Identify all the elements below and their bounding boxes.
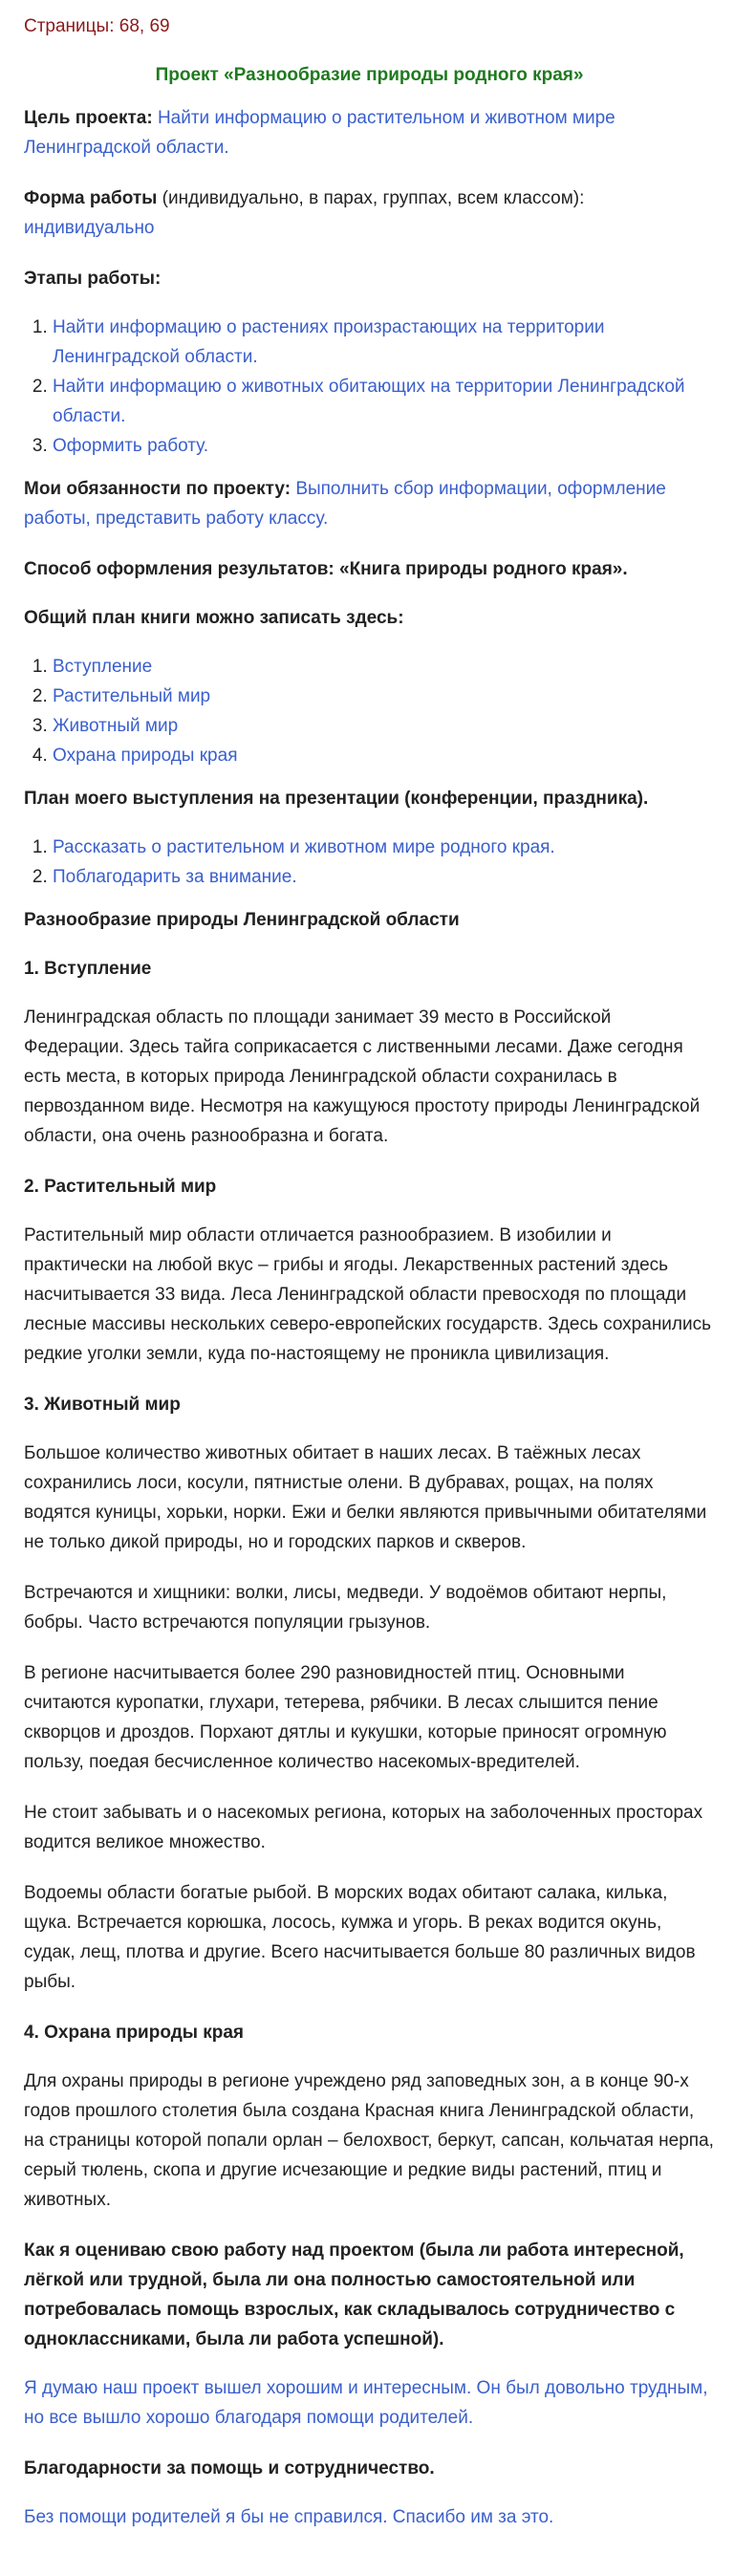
work-form-block xyxy=(24,184,715,243)
book-plan-1: Вступление xyxy=(53,657,153,677)
stage-3-text: Оформить работу. xyxy=(53,436,209,456)
duties-label: Мои обязанности по проекту: xyxy=(24,479,291,499)
thanks-question: Благодарности за помощь и сотрудничество. xyxy=(24,2458,435,2479)
goal-block xyxy=(24,103,715,162)
section-1-title: 1. Вступление xyxy=(24,959,152,979)
work-form-answer: индивидуально xyxy=(24,218,155,238)
section-3-paragraph-1: Большое количество животных обитает в наших лесах. В таёжных лесах сохранились лоси, косули, пятнистые олени. В дубравах, рощах, на полях водятся куницы, хорьки, норки. Ежи и белки являются привычными обитателями не только дикой природы, но и городских парков и скверов. xyxy=(24,1443,707,1552)
stage-2-text: Найти информацию о животных обитающих на территории Ленинградской области. xyxy=(53,377,685,426)
duties-block xyxy=(24,474,715,533)
section-3-paragraph-4: Не стоит забывать и о насекомых региона, которых на заболоченных просторах водится великое множество. xyxy=(24,1803,703,1852)
self-eval-question: Как я оцениваю свою работу над проектом (была ли работа интересной, лёгкой или трудной, была ли она полностью самостоятельной или потребовалась помощь взрослых, как складывалось сотрудничество с одноклассниками, была ли работа успешной). xyxy=(24,2240,684,2349)
list-item xyxy=(53,833,715,862)
thanks-answer: Без помощи родителей я бы не справился. Спасибо им за это. xyxy=(24,2507,554,2527)
self-eval-answer: Я думаю наш проект вышел хорошим и интересным. Он был довольно трудным, но все вышло хорошо благодаря помощи родителей. xyxy=(24,2378,708,2428)
work-form-label: Форма работы xyxy=(24,188,158,208)
stages-label: Этапы работы: xyxy=(24,269,162,289)
speech-plan-2: Поблагодарить за внимание. xyxy=(53,867,297,887)
duties-answer: Выполнить сбор информации, оформление работы, представить работу классу. xyxy=(24,479,666,529)
book-plan-4: Охрана природы края xyxy=(53,746,238,766)
section-1-paragraph: Ленинградская область по площади занимает 39 место в Российской Федерации. Здесь тайга соприкасается с лиственными лесами. Даже сегодня есть места, в которых природа Ленинградской области сохранилась в первозданном виде. Несмотря на кажущуюся простоту природы Ленинградской области, она очень разнообразна и богата. xyxy=(24,1007,701,1146)
section-3-paragraph-3: В регионе насчитывается более 290 разновидностей птиц. Основными считаются куропатки, глухари, тетерева, рябчики. В лесах слышится пение скворцов и дроздов. Порхают дятлы и кукушки, которые приносят огромную пользу, поедая бесчисленное количество насекомых-вредителей. xyxy=(24,1663,667,1772)
stages-list xyxy=(24,313,715,461)
book-plan-3: Животный мир xyxy=(53,716,179,736)
section-2-title: 2. Растительный мир xyxy=(24,1177,217,1197)
section-3-paragraph-2: Встречаются и хищники: волки, лисы, медведи. У водоёмов обитают нерпы, бобры. Часто встречаются популяции грызунов. xyxy=(24,1583,667,1633)
pages-label: Страницы: 68, 69 xyxy=(24,16,170,36)
list-item xyxy=(53,862,715,892)
list-item xyxy=(53,711,715,741)
goal-answer: Найти информацию о растительном и животном мире Ленинградской области. xyxy=(24,108,615,158)
section-3-paragraph-5: Водоемы области богатые рыбой. В морских водах обитают салака, килька, щука. Встречается корюшка, лосось, кумжа и угорь. В реках водится окунь, судак, лещ, плотва и другие. Всего насчитывается больше 80 различных видов рыбы. xyxy=(24,1883,696,1992)
section-3-title: 3. Животный мир xyxy=(24,1395,181,1415)
goal-label: Цель проекта: xyxy=(24,108,153,128)
section-4-paragraph: Для охраны природы в регионе учреждено ряд заповедных зон, а в конце 90-х годов прошлого столетия была создана Красная книга Ленинградской области, на страницы которой попали орлан – белохвост, беркут, сапсан, кольчатая нерпа, серый тюлень, скопа и другие исчезающие и редкие виды растений, птиц и животных. xyxy=(24,2071,714,2210)
section-4-title: 4. Охрана природы края xyxy=(24,2023,245,2043)
speech-plan-label: План моего выступления на презентации (конференции, праздника). xyxy=(24,789,649,809)
speech-plan-list xyxy=(24,833,715,892)
list-item xyxy=(53,431,715,461)
book-title: Разнообразие природы Ленинградской области xyxy=(24,910,460,930)
work-form-hint: (индивидуально, в парах, группах, всем классом): xyxy=(157,188,585,208)
project-title: Проект «Разнообразие природы родного края» xyxy=(155,65,584,85)
book-plan-label: Общий план книги можно записать здесь: xyxy=(24,608,404,628)
book-plan-2: Растительный мир xyxy=(53,686,211,706)
result-format: Способ оформления результатов: «Книга природы родного края». xyxy=(24,559,628,579)
list-item xyxy=(53,682,715,711)
list-item xyxy=(53,652,715,682)
list-item xyxy=(53,372,715,431)
stage-1-text: Найти информацию о растениях произрастающих на территории Ленинградской области. xyxy=(53,317,605,367)
book-plan-list xyxy=(24,652,715,770)
section-2-paragraph: Растительный мир области отличается разнообразием. В изобилии и практически на любой вкус – грибы и ягоды. Лекарственных растений здесь насчитывается 33 вида. Леса Ленинградской области превосходя по площади лесные массивы нескольких северо-европейских государств. Здесь сохранились редкие уголки земли, куда по-настоящему не проникла цивилизация. xyxy=(24,1225,712,1364)
list-item xyxy=(53,313,715,372)
speech-plan-1: Рассказать о растительном и животном мире родного края. xyxy=(53,837,555,857)
list-item xyxy=(53,741,715,770)
